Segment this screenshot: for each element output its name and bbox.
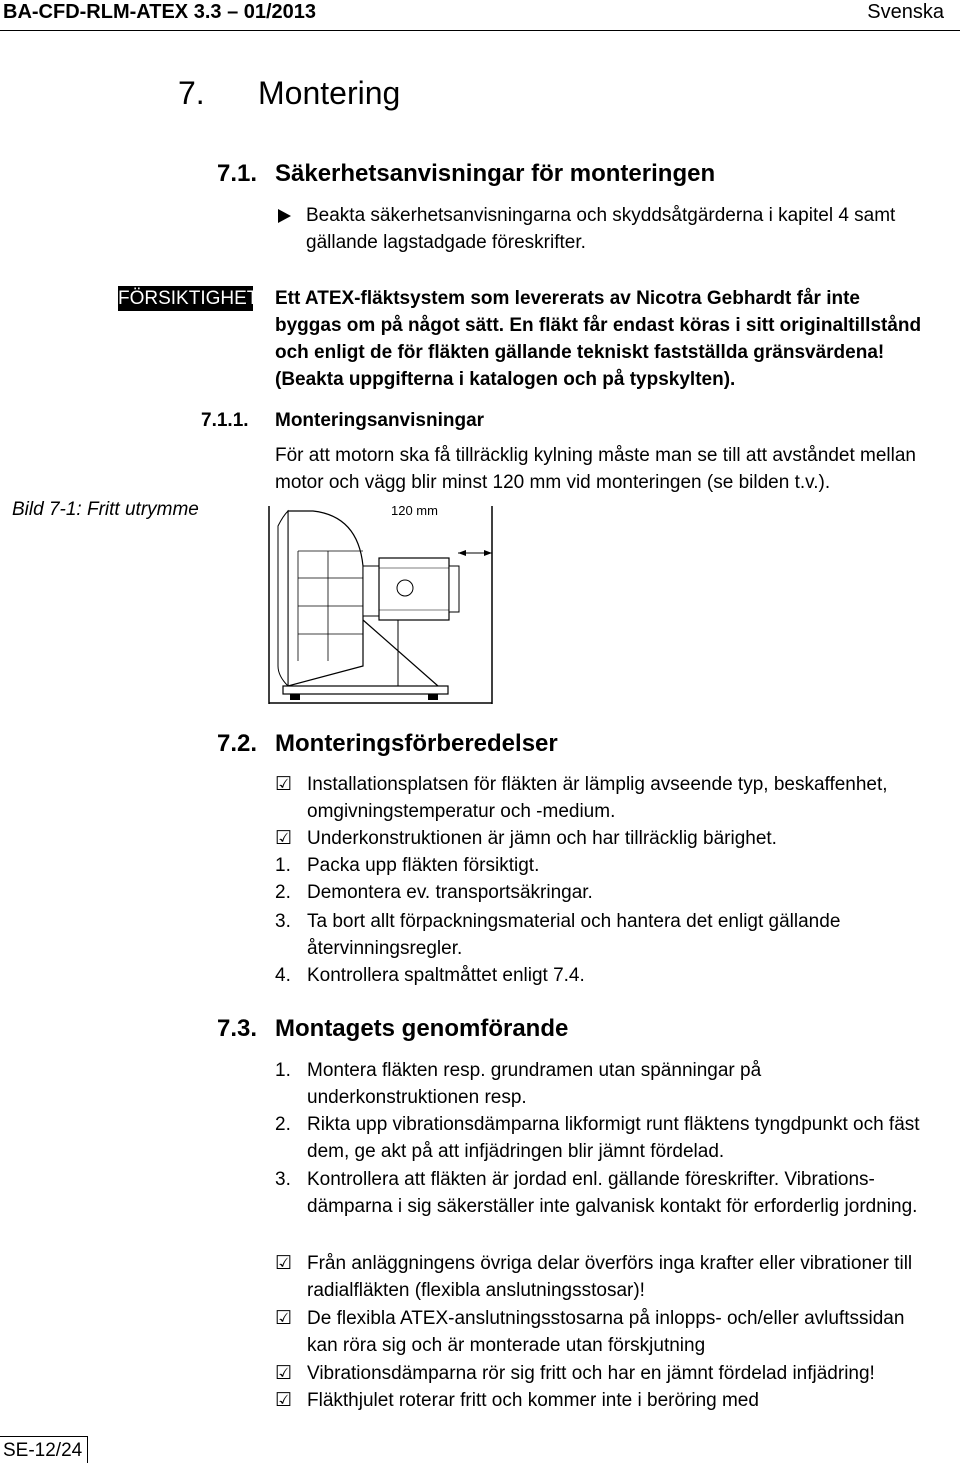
subsection-number: 7.1.1.	[201, 410, 249, 431]
checkbox-icon: ☑	[275, 1308, 293, 1329]
checkbox-icon: ☑	[275, 774, 293, 795]
language-label: Svenska	[867, 1, 944, 23]
fan-clearance-figure	[268, 506, 508, 706]
subsection-number: 7.3.	[217, 1015, 258, 1042]
list-number: 3.	[275, 911, 291, 932]
warning-text: Ett ATEX-fläktsystem som levererats av Nicotra Gebhardt får inte byggas om på något sätt. En fläkt får endast köras i sitt originaltillstånd och enligt de för fläkten gällande tekniskt fastställda gränsvärdena! (Beakta uppgifterna i katalogen och på typskylten).	[275, 288, 922, 390]
triangle-bullet-icon	[276, 208, 292, 224]
subsection-number: 7.1.	[217, 160, 258, 187]
section-title: Montering	[258, 75, 401, 111]
bullet-paragraph: Beakta säkerhetsanvisningarna och skyddsåtgärderna i kapitel 4 samt gällande lagstadgade föreskrifter.	[306, 205, 896, 253]
list-number: 3.	[275, 1169, 291, 1190]
page-header	[0, 0, 960, 31]
checkbox-icon: ☑	[275, 1363, 293, 1384]
section-number: 7.	[178, 75, 205, 111]
list-number: 1.	[275, 855, 291, 876]
subsection-number: 7.2.	[217, 730, 258, 757]
subsection-title: Monteringsanvisningar	[275, 410, 485, 431]
document-id: BA-CFD-RLM-ATEX 3.3 – 01/2013	[3, 1, 317, 23]
list-number: 1.	[275, 1060, 291, 1081]
checkbox-icon: ☑	[275, 1390, 293, 1411]
subsection-title: Montagets genomförande	[275, 1015, 569, 1042]
checkbox-icon: ☑	[275, 1253, 293, 1274]
list-number: 4.	[275, 965, 291, 986]
figure-caption: Bild 7-1: Fritt utrymme	[12, 499, 199, 520]
checkbox-icon: ☑	[275, 828, 293, 849]
page-number: SE-12/24	[0, 1436, 88, 1463]
list-number: 2.	[275, 882, 291, 903]
installation-note: För att motorn ska få tillräcklig kylning måste man se till att avståndet mellan motor och vägg blir minst 120 mm vid monteringen (se bilden t.v.).	[275, 445, 916, 493]
list-number: 2.	[275, 1114, 291, 1135]
subsection-title: Säkerhetsanvisningar för monteringen	[275, 160, 716, 187]
subsection-title: Monteringsförberedelser	[275, 730, 558, 757]
dimension-label: 120 mm	[391, 506, 438, 518]
warning-badge: FÖRSIKTIGHET	[118, 288, 259, 309]
